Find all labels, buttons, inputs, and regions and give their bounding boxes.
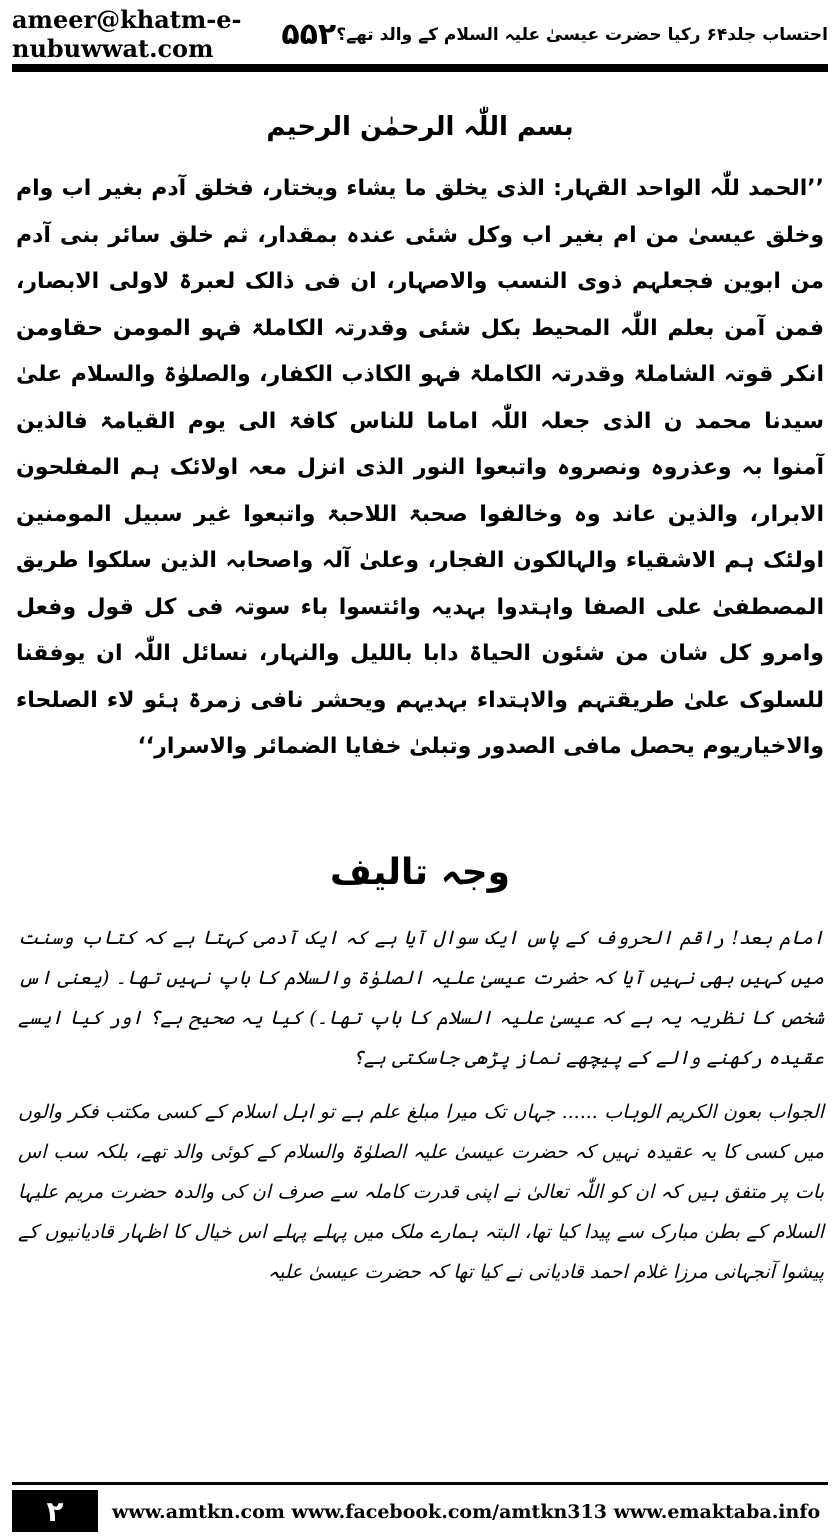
basmala: بسم اللّٰہ الرحمٰن الرحیم — [266, 112, 574, 142]
footer-rule — [12, 1482, 828, 1485]
footer-page-number: ۲ — [12, 1490, 98, 1532]
header-left-group — [12, 5, 336, 63]
question-paragraph: امام بعد! راقم الحروف کے پاس ایک سوال آیا ہے کہ ایک آدمی کہتا ہے کہ کتاب وسنت میں کہیں بھی نہیں آیا کہ حضرت عیسیٰ علیہ الصلوٰۃ والسلام کا باپ نہیں تھا۔ (یعنی اس شخص کا نظریہ یہ ہے کہ عیسیٰ علیہ السلام کا باپ تھا۔) کیا یہ صحیح ہے؟ اور کیا ایسے عقیدہ رکھنے والے کے پیچھے نماز پڑھی جاسکتی ہے؟ — [18, 927, 824, 1069]
page-header — [12, 5, 828, 63]
section-heading: وجہ تالیف — [329, 852, 511, 893]
header-rule — [12, 64, 828, 72]
answer-paragraph: الجواب بعون الکریم الوہاب ...... جہاں تک میرا مبلغ علم ہے تو اہل اسلام کے کسی مکتب فکر والوں میں کسی کا یہ عقیدہ نہیں کہ حضرت عیسیٰ علیہ الصلوٰۃ والسلام کے کوئی والد تھے، بلکہ سب اس بات پر متفق ہیں کہ ان کو اللّٰہ تعالیٰ نے اپنی قدرت کاملہ سے صرف ان کی والدہ حضرت مریم علیہا السلام کے بطن مبارک سے پیدا کیا تھا، البتہ ہمارے ملک میں پہلے پہلے اس خیال کا اظہار قادیانیوں کے پیشوا آنجہانی مرزا غلام احمد قادیانی نے کیا تھا کہ حضرت عیسیٰ علیہ — [18, 1101, 824, 1283]
running-title: احتساب جلد۶۴ رکیا حضرت عیسیٰ علیہ السلام کے والد تھے؟ — [336, 24, 828, 45]
footer-links[interactable]: www.amtkn.com www.facebook.com/amtkn313 www.emaktaba.info — [112, 1501, 821, 1523]
arabic-preface: ’’الحمد للّٰہ الواحد القہار: الذی یخلق ما یشاء ویختار، فخلق آدم بغیر اب وام وخلق عیسیٰ من ام بغیر اب وکل شئی عندہ بمقدار، ثم خلق سائر بنی آدم من ابوین فجعلہم ذوی النسب والاصہار، ان فی ذالک لعبرۃ لاولی الابصار، فمن آمن بعلم اللّٰہ المحیط بکل شئی وقدرتہ الکاملۃ فہو المومن حقاومن انکر قوتہ الشاملۃ وقدرتہ الکاملۃ فہو الکاذب الکفار، والصلوٰۃ والسلام علیٰ سیدنا محمد ن الذی جعلہ اللّٰہ اماما للناس کافۃ الی یوم القیامۃ فالذین آمنوا بہ وعذروہ ونصروہ واتبعوا النور الذی انزل معہ اولائک ہم المفلحون الابرار، والذین عاند وہ وخالفوا صحبۃ اللاحبۃ واتبعوا غیر سبیل المومنین اولئک ہم الاشقیاء والہالکون الفجار، وعلیٰ آلہ واصحابہ الذین سلکوا طریق المصطفیٰ علی الصفا واہتدوا بہدیہ وائتسوا باء سوتہ فی کل قول وفعل وامرو کل شان من شئون الحیاۃ دابا باللیل والنہار، نسائل اللّٰہ ان یوفقنا للسلوک علیٰ طریقتہم والاہتداء بہدیہم ویحشر نافی زمرۃ ہئو لاء الصلحاء والاخیاریوم یحصل مافی الصدور وتبلیٰ خفایا الضمائر والاسرار‘‘ — [16, 176, 824, 759]
header-email[interactable]: ameer@khatm-e-nubuwwat.com — [12, 5, 242, 63]
header-page-number: ۵۵۲ — [281, 16, 337, 52]
